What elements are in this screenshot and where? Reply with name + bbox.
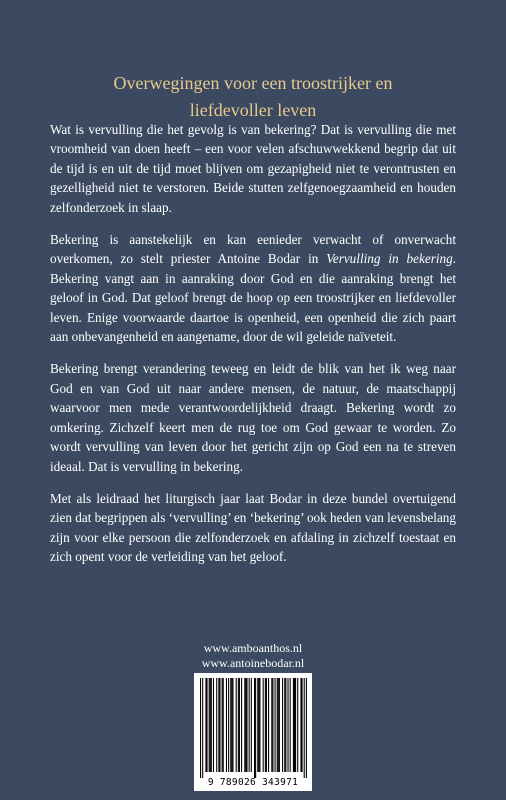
author-website[interactable]: www.antoinebodar.nl [201, 656, 305, 670]
website-list [100, 641, 406, 671]
book-title-italic: Vervulling in bekering [326, 251, 453, 267]
blurb-paragraph-4: Met als leidraad het liturgisch jaar laat Bodar in deze bundel overtuigend zien dat begrippen als ‘vervulling’ en ‘bekering’ ook heden van levensbelang zijn voor elke persoon die zelfonderzoek en afdaling in zichzelf toestaat en zich opent voor de verleiding van het geloof. [50, 490, 456, 565]
isbn-barcode [194, 673, 312, 791]
blurb [50, 120, 456, 580]
paragraph-2-text-a: Bekering is aanstekelijk en kan eenieder verwacht of onverwacht overkomen, zo stelt priester Antoine Bodar in [50, 232, 456, 267]
isbn-number: 9 789026 343971 [207, 777, 299, 788]
publisher-website[interactable]: www.amboanthos.nl [203, 641, 303, 655]
heading-line-2: liefdevoller leven [189, 100, 317, 121]
blurb-paragraph-3: Bekering brengt verandering teweeg en leidt de blik van het ik weg naar God en van God uit naar andere mensen, de natuur, de maatschappij waarvoor men mede verantwoordelijkheid draagt. Bekering wordt zo omkering. Zichzelf keert men de rug toe om God gewaar te worden. Zo wordt vervulling van leven door het gericht zijn op God een na te streven ideaal. Dat is vervulling in bekering. [50, 361, 456, 474]
heading-line-1: Overwegingen voor een troostrijker en [113, 73, 393, 94]
blurb-paragraph-1: Wat is vervulling die het gevolg is van bekering? Dat is vervulling die met vroomheid van doen heeft – een voor velen afschuwwekkend begrip dat uit de tijd is en uit de tijd moet blijven om gezapigheid niet te verontrusten en gezelligheid niet te verstoren. Beide stutten zelfgenoegzaamheid en houden zelfonderzoek in slaap. [50, 122, 456, 215]
paragraph-2-text-b: . Bekering vangt aan in aanraking door God en die aanraking brengt het geloof in God. Dat geloof brengt de hoop op een troostrijker en liefdevoller leven. Enige voorwaarde daartoe is openheid, een openheid die zich paart aan onbevangenheid en aangename, door de wil geleide naïveteit. [50, 251, 456, 345]
cover-heading [40, 70, 466, 124]
barcode-bars [194, 673, 312, 791]
blurb-paragraph-2 [50, 230, 456, 346]
